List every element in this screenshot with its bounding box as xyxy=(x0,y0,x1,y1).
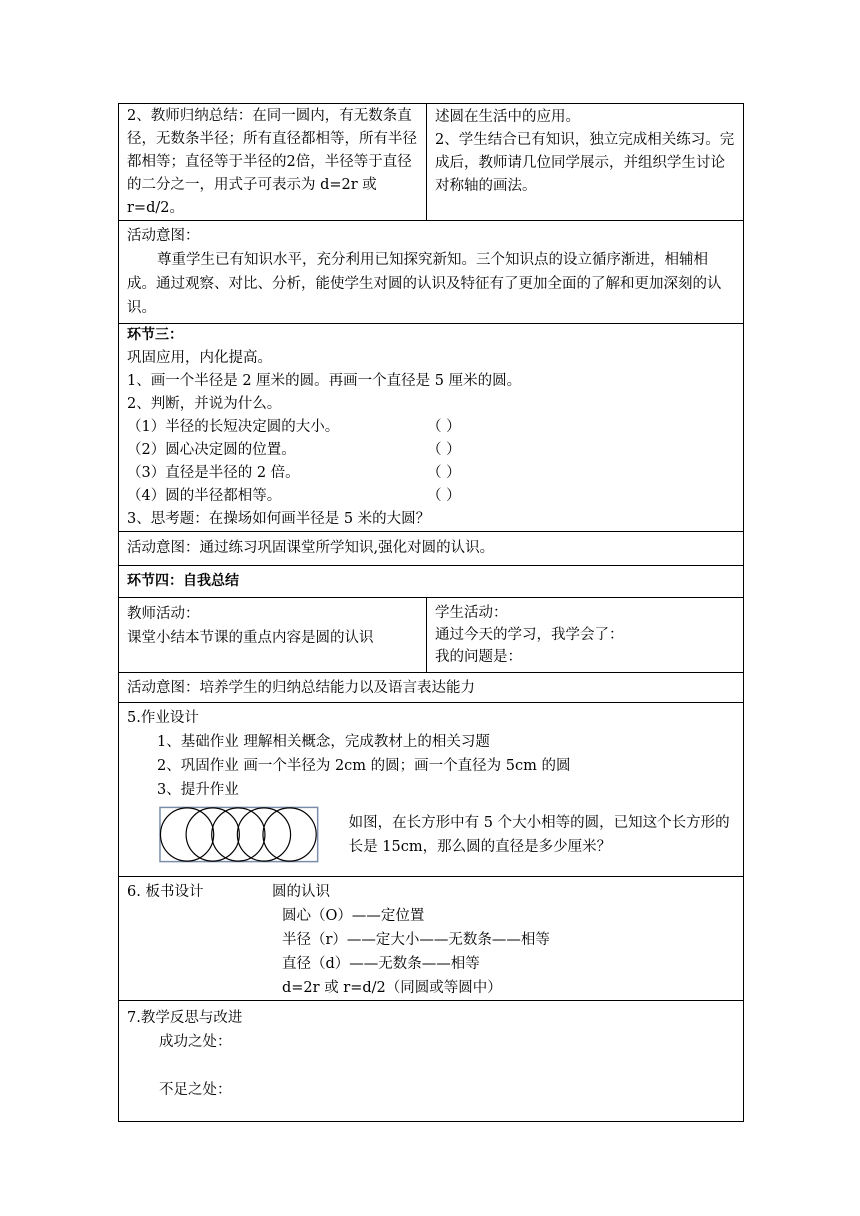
figure-circle-3 xyxy=(212,808,265,861)
student-activity-cell xyxy=(427,598,744,673)
judge-text: （1）半径的长短决定圆的大小。 xyxy=(127,419,340,435)
student-practice-cell xyxy=(427,104,744,221)
homework-title: 5.作业设计 xyxy=(127,710,199,726)
board-cell xyxy=(119,877,744,1001)
teacher-summary-cell xyxy=(119,104,427,221)
intent-3-text: 活动意图：培养学生的归纳总结能力以及语言表达能力 xyxy=(127,680,475,696)
judge-paren: （ ） xyxy=(427,442,461,458)
section3-row xyxy=(119,324,744,532)
intent-label: 活动意图： xyxy=(127,228,200,244)
section4-activity-row xyxy=(119,598,744,673)
intent-cell-2 xyxy=(119,532,744,566)
section4-heading: 环节四：自我总结 xyxy=(127,573,239,589)
judge-item-4 xyxy=(127,485,735,508)
homework-item-2: 2、巩固作业 画一个半径为 2cm 的圆；画一个直径为 5cm 的圆 xyxy=(157,758,571,774)
lesson-plan-table xyxy=(118,103,744,1122)
student-activity-label: 学生活动： xyxy=(435,605,508,621)
figure-circle-2 xyxy=(186,808,239,861)
section3-subtitle: 巩固应用，内化提高。 xyxy=(127,350,272,366)
teacher-activity-cell xyxy=(119,598,427,673)
teacher-summary-text: 2、教师归纳总结：在同一圆内，有无数条直径，无数条半径；所有直径都相等，所有半径都相等；直径等于半径的2倍，半径等于直径的二分之一，用式子可表示为 d=2r 或 r=d/2。 xyxy=(127,108,417,216)
homework-cell xyxy=(119,703,744,877)
question-2: 2、判断，并说为什么。 xyxy=(127,396,282,412)
board-lines xyxy=(272,880,735,1000)
student-activity-line-1: 通过今天的学习，我学会了： xyxy=(435,627,624,643)
figure-circle-1 xyxy=(160,808,213,861)
board-label: 6. 板书设计 xyxy=(127,884,204,900)
judge-text: （2）圆心决定圆的位置。 xyxy=(127,442,296,458)
question-3: 3、思考题：在操场如何画半径是 5 米的大圆？ xyxy=(127,511,431,527)
figure-circle-4 xyxy=(237,808,290,861)
section3-cell xyxy=(119,324,744,532)
figure-question-text: 如图，在长方形中有 5 个大小相等的圆，已知这个长方形的长是 15cm，那么圆的直径是多少厘米？ xyxy=(348,814,730,855)
intent-2-text: 活动意图：通过练习巩固课堂所学知识,强化对圆的认识。 xyxy=(127,540,495,556)
teacher-activity-text: 课堂小结本节课的重点内容是圆的认识 xyxy=(127,630,374,646)
rectangle-circles-figure xyxy=(159,806,319,863)
board-row xyxy=(119,877,744,1001)
figure-circle-5 xyxy=(263,808,316,861)
judge-item-2 xyxy=(127,439,735,462)
section4-heading-row xyxy=(119,566,744,598)
student-line-2: 2、学生结合已有知识，独立完成相关练习。完成后，教师请几位同学展示，并组织学生讨论对称轴的画法。 xyxy=(435,132,735,194)
board-line-3: 直径（d）——无数条——相等 xyxy=(282,956,480,972)
intent-row-3 xyxy=(119,673,744,703)
judge-item-1 xyxy=(127,416,735,439)
homework-item-1: 1、基础作业 理解相关概念，完成教材上的相关习题 xyxy=(157,734,490,750)
homework-item-3: 3、提升作业 xyxy=(157,782,239,798)
intent-cell-3 xyxy=(119,673,744,703)
summary-row xyxy=(119,104,744,221)
reflection-cell xyxy=(119,1001,744,1122)
homework-row xyxy=(119,703,744,877)
teacher-activity-label: 教师活动： xyxy=(127,606,200,622)
reflection-title: 7.教学反思与改进 xyxy=(127,1010,243,1026)
board-line-1: 圆心（O）——定位置 xyxy=(282,908,425,924)
judge-text: （3）直径是半径的 2 倍。 xyxy=(127,465,300,481)
homework-figure-block xyxy=(159,806,735,863)
reflection-blank xyxy=(127,1054,735,1078)
reflection-shortcoming: 不足之处： xyxy=(159,1082,232,1098)
reflection-row xyxy=(119,1001,744,1122)
judge-paren: （ ） xyxy=(427,465,461,481)
intent-row-1 xyxy=(119,221,744,324)
board-line-4: d=2r 或 r=d/2（同圆或等圆中） xyxy=(282,980,502,996)
intent-cell-1 xyxy=(119,221,744,324)
section3-heading: 环节三： xyxy=(127,327,183,343)
judge-paren: （ ） xyxy=(427,419,461,435)
student-line-1: 述圆在生活中的应用。 xyxy=(435,109,580,125)
section4-heading-cell xyxy=(119,566,744,598)
question-1: 1、画一个半径是 2 厘米的圆。再画一个直径是 5 厘米的圆。 xyxy=(127,373,522,389)
board-line-2: 半径（r）——定大小——无数条——相等 xyxy=(282,932,550,948)
intent-row-2 xyxy=(119,532,744,566)
judge-item-3 xyxy=(127,462,735,485)
intent-text: 尊重学生已有知识水平，充分利用已知探究新知。三个知识点的设立循序渐进，相辅相成。通过观察、对比、分析，能使学生对圆的认识及特征有了更加全面的了解和更加深刻的认识。 xyxy=(127,252,722,316)
judge-text: （4）圆的半径都相等。 xyxy=(127,488,282,504)
board-design xyxy=(127,880,735,1000)
board-title: 圆的认识 xyxy=(272,884,330,900)
judge-paren: （ ） xyxy=(427,488,461,504)
reflection-success: 成功之处： xyxy=(159,1034,232,1050)
student-activity-line-2: 我的问题是： xyxy=(435,649,522,665)
lesson-plan-page xyxy=(118,103,743,1122)
